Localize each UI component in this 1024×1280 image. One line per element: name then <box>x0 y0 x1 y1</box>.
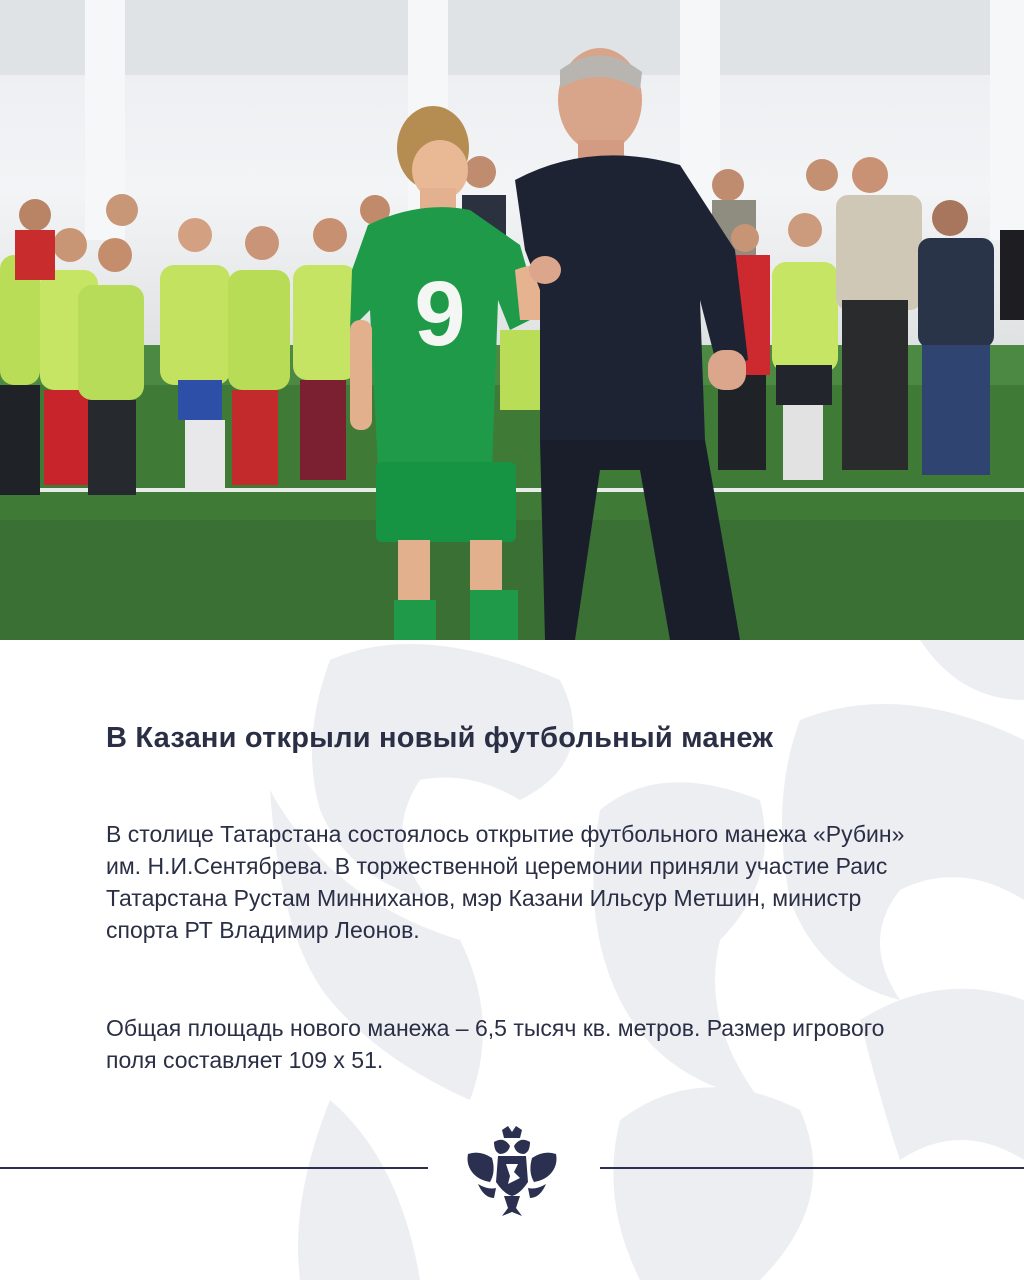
divider-right <box>600 1167 1024 1169</box>
jersey-number: 9 <box>414 263 466 365</box>
article-title: В Казани открыли новый футбольный манеж <box>106 722 774 754</box>
double-headed-eagle-emblem-icon <box>464 1124 560 1220</box>
article-paragraph: Общая площадь нового манежа – 6,5 тысяч кв. метров. Размер игрового поля составляет 109 х 51. <box>106 1015 885 1073</box>
article-paragraph: В столице Татарстана состоялось открытие футбольного манежа «Рубин» им. Н.И.Сентябрева. В торжественной церемонии приняли участие Раис Татарстана Рустам Минниханов, мэр Казани Ильсур Метшин, министр спорта РТ Владимир Леонов. <box>106 821 905 943</box>
divider-left <box>0 1167 428 1169</box>
